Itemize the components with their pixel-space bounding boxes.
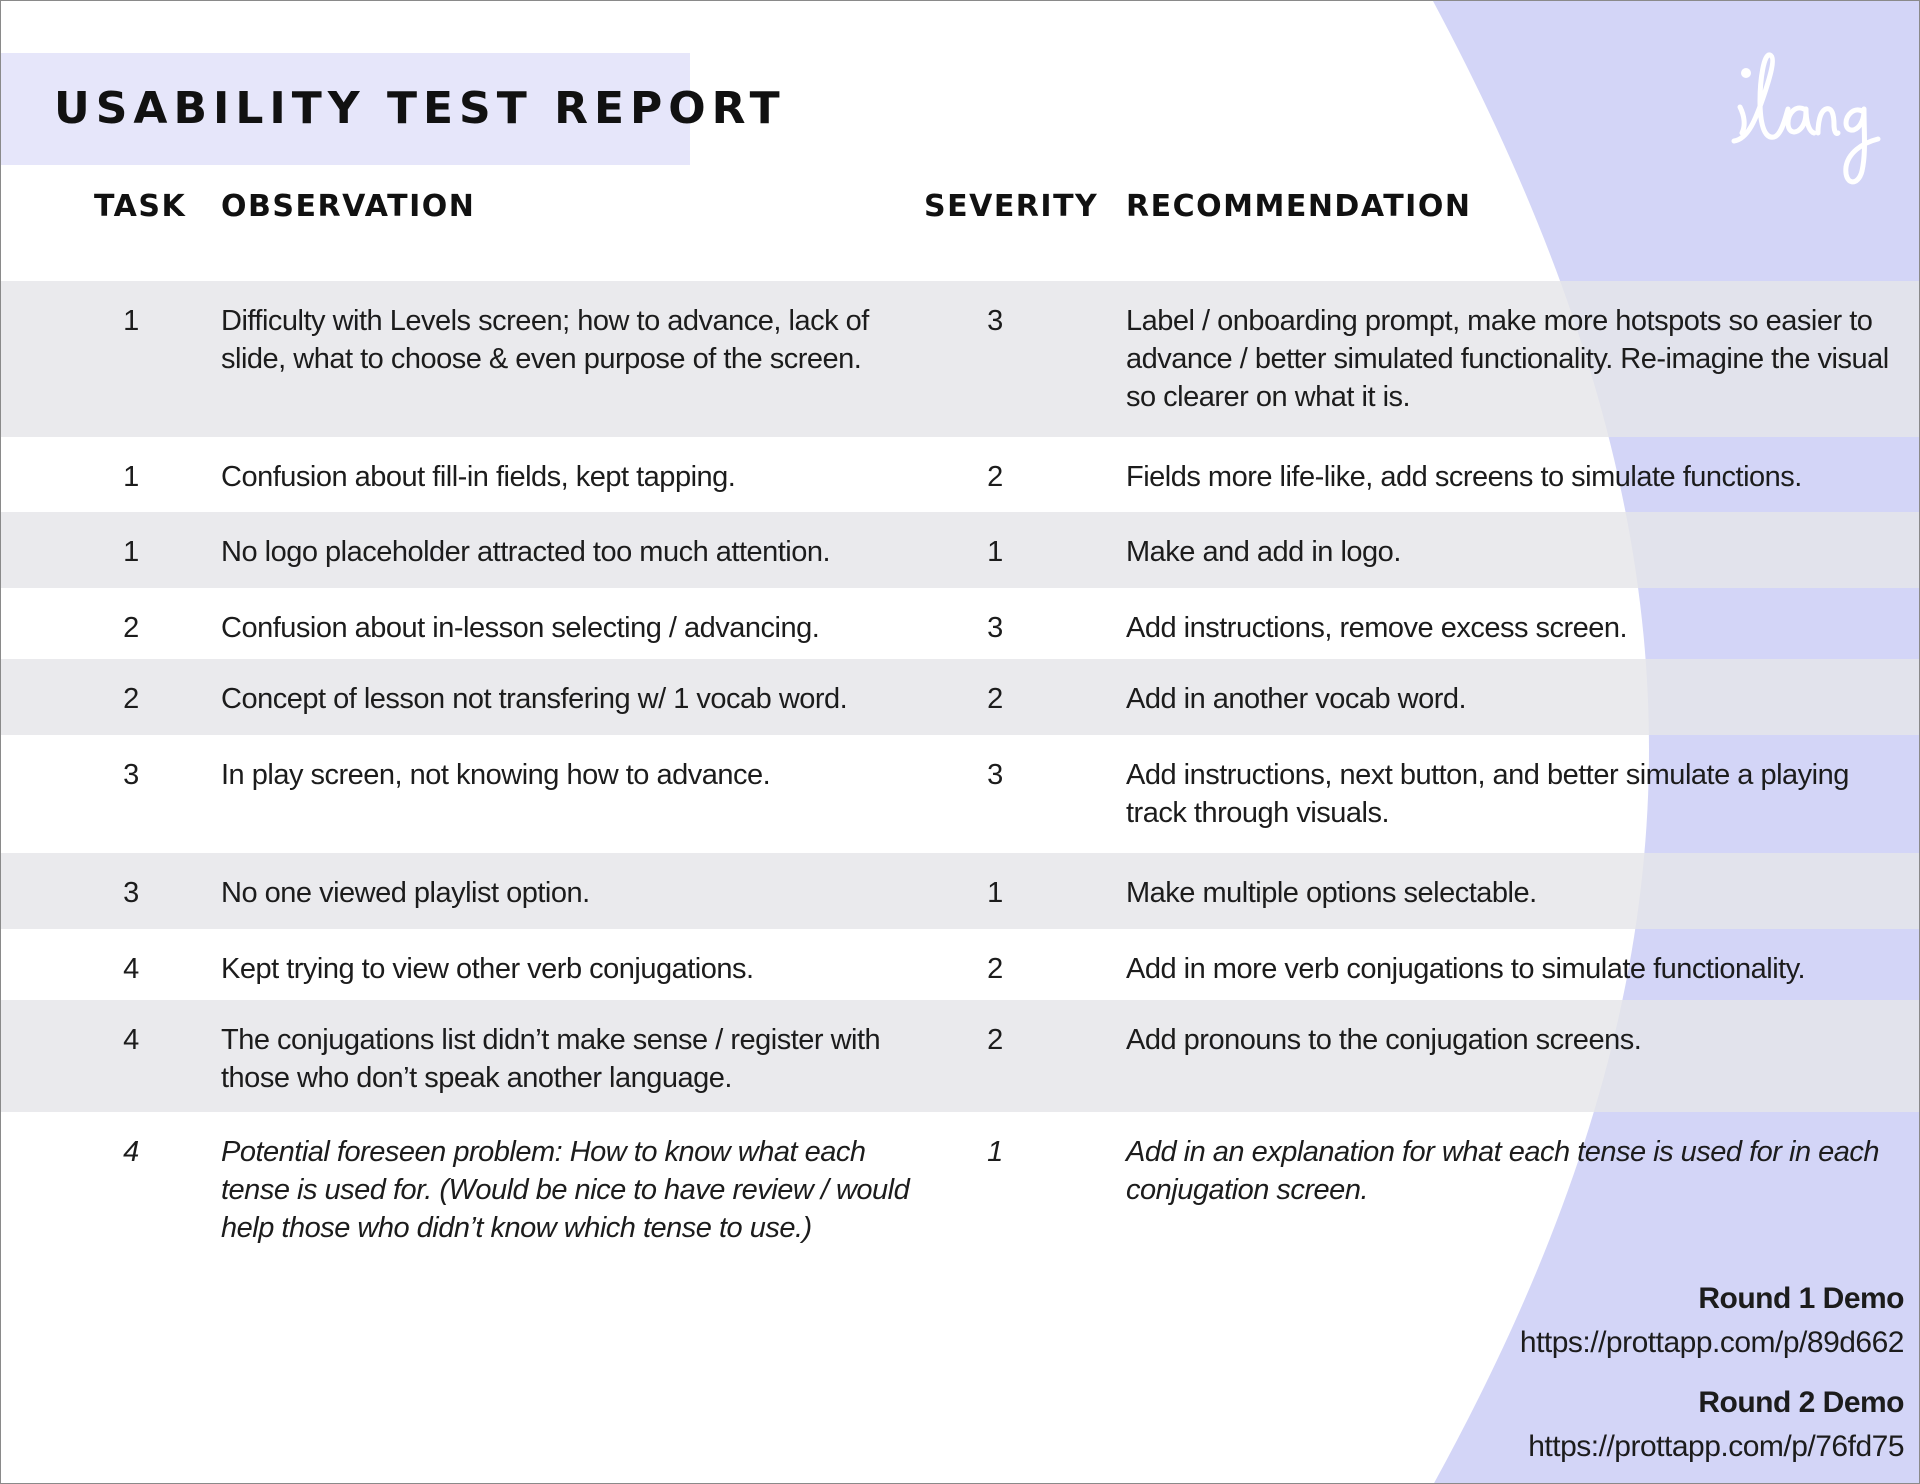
recommendation-text: Add in an explanation for what each tense is used for in each conjugation screen. xyxy=(1126,1136,1880,1206)
table-row xyxy=(1,853,1920,929)
page-title: USABILITY TEST REPORT xyxy=(54,83,786,134)
table-row xyxy=(1,281,1920,437)
observation-table xyxy=(1,281,1920,1262)
observation-text: The conjugations list didn’t make sense / register with those who don’t speak another language. xyxy=(221,1024,881,1094)
task-number: 3 xyxy=(123,759,139,791)
recommendation-text: Label / onboarding prompt, make more hotspots so easier to advance / better simulated functionality. Re-imagine the visual so clearer on what it is. xyxy=(1126,305,1889,413)
severity-value: 1 xyxy=(987,1136,1003,1168)
task-number: 4 xyxy=(123,1024,139,1056)
task-number: 2 xyxy=(123,612,139,644)
table-row xyxy=(1,437,1920,512)
recommendation-text: Add instructions, remove excess screen. xyxy=(1126,612,1628,644)
recommendation-text: Add in more verb conjugations to simulate functionality. xyxy=(1126,953,1806,985)
severity-value: 3 xyxy=(987,305,1003,337)
severity-value: 3 xyxy=(987,612,1003,644)
demo-label: Round 1 Demo xyxy=(1698,1282,1904,1315)
demo-link[interactable]: https://prottapp.com/p/89d662 xyxy=(1519,1326,1904,1359)
table-row xyxy=(1,659,1920,735)
table-row xyxy=(1,929,1920,1000)
recommendation-text: Make multiple options selectable. xyxy=(1126,877,1537,909)
severity-value: 2 xyxy=(987,683,1003,715)
task-number: 4 xyxy=(123,1136,139,1168)
severity-value: 3 xyxy=(987,759,1003,791)
observation-text: Difficulty with Levels screen; how to advance, lack of slide, what to choose & even purpose of the screen. xyxy=(221,305,869,375)
observation-text: In play screen, not knowing how to advance. xyxy=(221,759,771,791)
task-number: 1 xyxy=(123,305,139,337)
recommendation-text: Fields more life-like, add screens to simulate functions. xyxy=(1126,461,1802,493)
task-number: 1 xyxy=(123,461,139,493)
task-number: 2 xyxy=(123,683,139,715)
header-observation: OBSERVATION xyxy=(221,189,476,224)
table-row xyxy=(1,512,1920,588)
header-recommendation: RECOMMENDATION xyxy=(1126,189,1472,224)
task-number: 1 xyxy=(123,536,139,568)
recommendation-text: Add in another vocab word. xyxy=(1126,683,1467,715)
table-row xyxy=(1,735,1920,853)
observation-text: No logo placeholder attracted too much attention. xyxy=(221,536,831,568)
demo-round-2 xyxy=(1528,1383,1904,1467)
severity-value: 2 xyxy=(987,461,1003,493)
task-number: 4 xyxy=(123,953,139,985)
table-row xyxy=(1,1000,1920,1112)
severity-value: 2 xyxy=(987,953,1003,985)
header-severity: SEVERITY xyxy=(924,189,1099,224)
task-number: 3 xyxy=(123,877,139,909)
demo-label: Round 2 Demo xyxy=(1698,1386,1904,1419)
table-row xyxy=(1,1112,1920,1262)
demo-link[interactable]: https://prottapp.com/p/76fd75 xyxy=(1528,1430,1904,1463)
observation-text: Confusion about in-lesson selecting / advancing. xyxy=(221,612,820,644)
table-row xyxy=(1,588,1920,659)
recommendation-text: Make and add in logo. xyxy=(1126,536,1401,568)
observation-text: Kept trying to view other verb conjugations. xyxy=(221,953,754,985)
observation-text: Confusion about fill-in fields, kept tapping. xyxy=(221,461,736,493)
ilang-logo xyxy=(1726,49,1896,189)
header-task: TASK xyxy=(94,189,187,224)
observation-text: No one viewed playlist option. xyxy=(221,877,590,909)
severity-value: 2 xyxy=(987,1024,1003,1056)
observation-text: Potential foreseen problem: How to know what each tense is used for. (Would be nice to have review / would help those who didn’t know which tense to use.) xyxy=(221,1136,910,1244)
severity-value: 1 xyxy=(987,877,1003,909)
recommendation-text: Add instructions, next button, and better simulate a playing track through visuals. xyxy=(1126,759,1849,829)
observation-text: Concept of lesson not transfering w/ 1 vocab word. xyxy=(221,683,848,715)
recommendation-text: Add pronouns to the conjugation screens. xyxy=(1126,1024,1642,1056)
demo-round-1 xyxy=(1520,1279,1904,1363)
severity-value: 1 xyxy=(987,536,1003,568)
